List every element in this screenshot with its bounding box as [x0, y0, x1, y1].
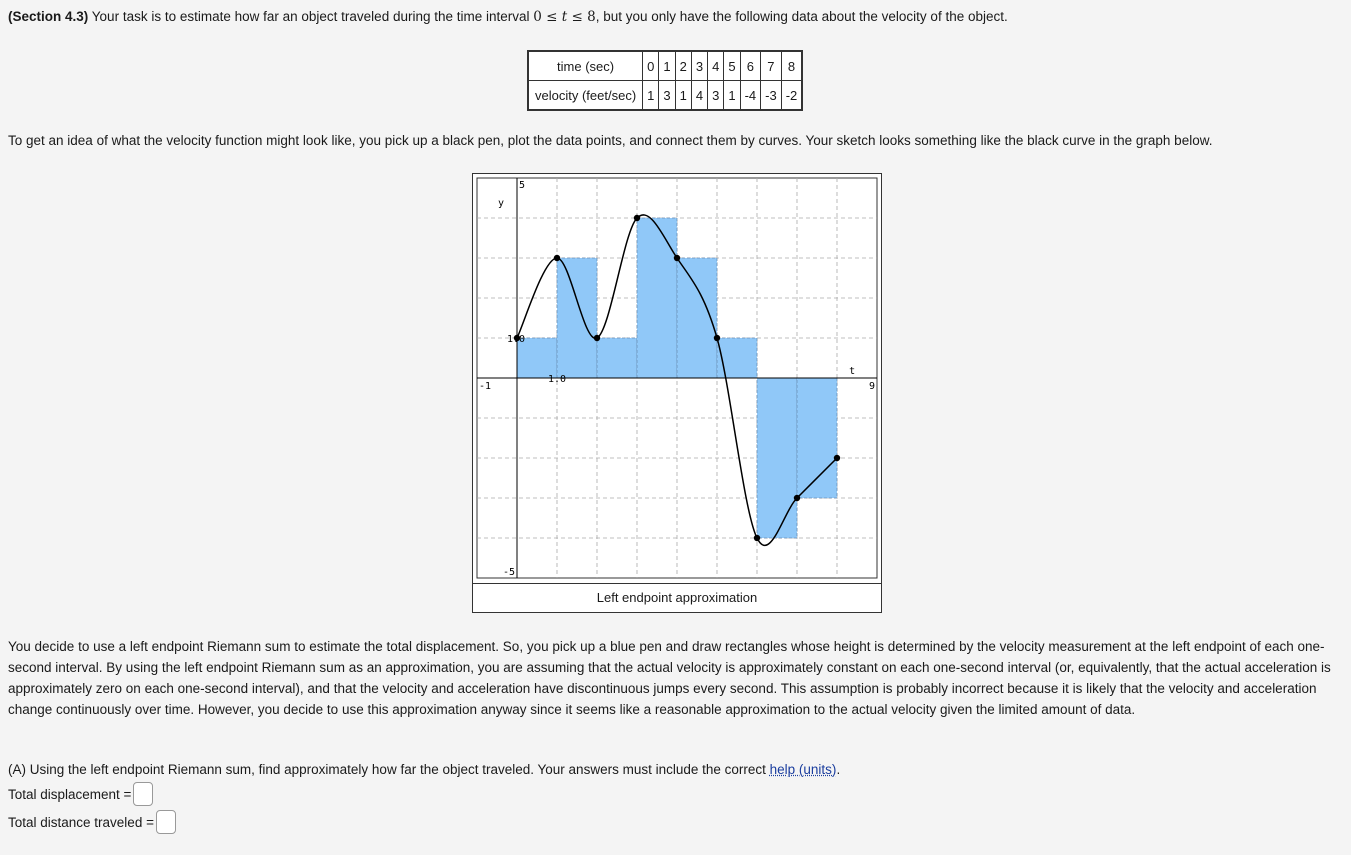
riemann-graph: [473, 174, 881, 582]
velocity-cell: 3: [708, 81, 724, 111]
distance-label: Total distance traveled =: [8, 814, 154, 830]
t-axis-label: t: [849, 366, 856, 377]
time-cell: 8: [781, 51, 802, 81]
distance-row: [8, 810, 176, 834]
displacement-label: Total displacement =: [8, 786, 132, 802]
data-point: [634, 215, 640, 221]
time-cell: 2: [675, 51, 691, 81]
time-header: time (sec): [528, 51, 643, 81]
y-max-label: 5: [519, 180, 526, 191]
problem-intro: [8, 9, 1008, 25]
question-period: .: [836, 762, 841, 777]
data-point: [794, 495, 800, 501]
velocity-cell: -4: [740, 81, 761, 111]
time-cell: 4: [708, 51, 724, 81]
riemann-rectangle: [757, 378, 797, 538]
data-point: [554, 255, 560, 261]
data-point: [674, 255, 680, 261]
y-axis-label: y: [497, 198, 505, 209]
graph-caption: Left endpoint approximation: [473, 583, 881, 612]
interval-variable: t: [561, 9, 568, 25]
time-cell: 7: [761, 51, 782, 81]
question-text: (A) Using the left endpoint Riemann sum, find approximately how far the object traveled. Your answers must include the correct: [8, 762, 770, 777]
question-a: [8, 762, 840, 777]
x-min-label: -1: [479, 381, 492, 392]
time-cell: 5: [724, 51, 740, 81]
velocity-cell: 4: [691, 81, 707, 111]
data-point: [594, 335, 600, 341]
riemann-rectangle: [797, 378, 837, 498]
velocity-cell: 1: [675, 81, 691, 111]
velocity-cell: -2: [781, 81, 802, 111]
distance-input[interactable]: [156, 810, 176, 834]
le-symbol-1: ≤: [541, 9, 562, 25]
help-units-link[interactable]: help (units): [769, 762, 837, 777]
time-cell: 3: [691, 51, 707, 81]
time-cell: 6: [740, 51, 761, 81]
data-point: [714, 335, 720, 341]
intro-text-before: Your task is to estimate how far an object traveled during the time interval: [88, 9, 534, 24]
data-point: [834, 455, 840, 461]
time-cell: 1: [659, 51, 675, 81]
x-tick-label: 1.0: [547, 374, 567, 385]
y-min-label: -5: [502, 567, 515, 578]
velocity-cell: 1: [724, 81, 740, 111]
displacement-row: [8, 782, 153, 806]
y-tick-label: 1.0: [506, 334, 525, 345]
riemann-rectangle: [597, 338, 637, 378]
velocity-row: [528, 81, 802, 111]
intro-text-after: , but you only have the following data about the velocity of the object.: [595, 9, 1008, 24]
time-cell: 0: [643, 51, 659, 81]
le-symbol-2: ≤: [567, 9, 588, 25]
section-label: (Section 4.3): [8, 9, 89, 24]
x-max-label: 9: [868, 381, 875, 392]
velocity-cell: 1: [643, 81, 659, 111]
velocity-cell: 3: [659, 81, 675, 111]
riemann-rectangle: [717, 338, 757, 378]
riemann-rectangle: [557, 258, 597, 378]
displacement-input[interactable]: [133, 782, 153, 806]
explanation-paragraph: You decide to use a left endpoint Riemann sum to estimate the total displacement. So, you pick up a blue pen and draw rectangles whose height is determined by the velocity measurement at the left endpoint of each one-second interval. By using the left endpoint Riemann sum as an approximation, you are assuming that the actual velocity is approximately constant on each one-second interval (or, equivalently, that the actual acceleration is approximately zero on each one-second interval), and that the velocity and acceleration have discontinuous jumps every second. This assumption is probably incorrect because it is likely that the velocity and acceleration change continuously over time. However, you decide to use this approximation anyway since it seems like a reasonable approximation to the actual velocity given the limited amount of data.: [8, 639, 1331, 717]
time-row: [528, 51, 802, 81]
interval-upper: 8: [587, 9, 596, 25]
sketch-description: To get an idea of what the velocity function might look like, you pick up a black pen, plot the data points, and connect them by curves. Your sketch looks something like the black curve in the graph below.: [8, 133, 1213, 148]
velocity-cell: -3: [761, 81, 782, 111]
riemann-rectangle: [637, 218, 677, 378]
graph-panel: [472, 173, 882, 613]
velocity-header: velocity (feet/sec): [528, 81, 643, 111]
velocity-data-table: [527, 50, 803, 111]
interval-lower: 0: [533, 9, 542, 25]
data-point: [754, 535, 760, 541]
